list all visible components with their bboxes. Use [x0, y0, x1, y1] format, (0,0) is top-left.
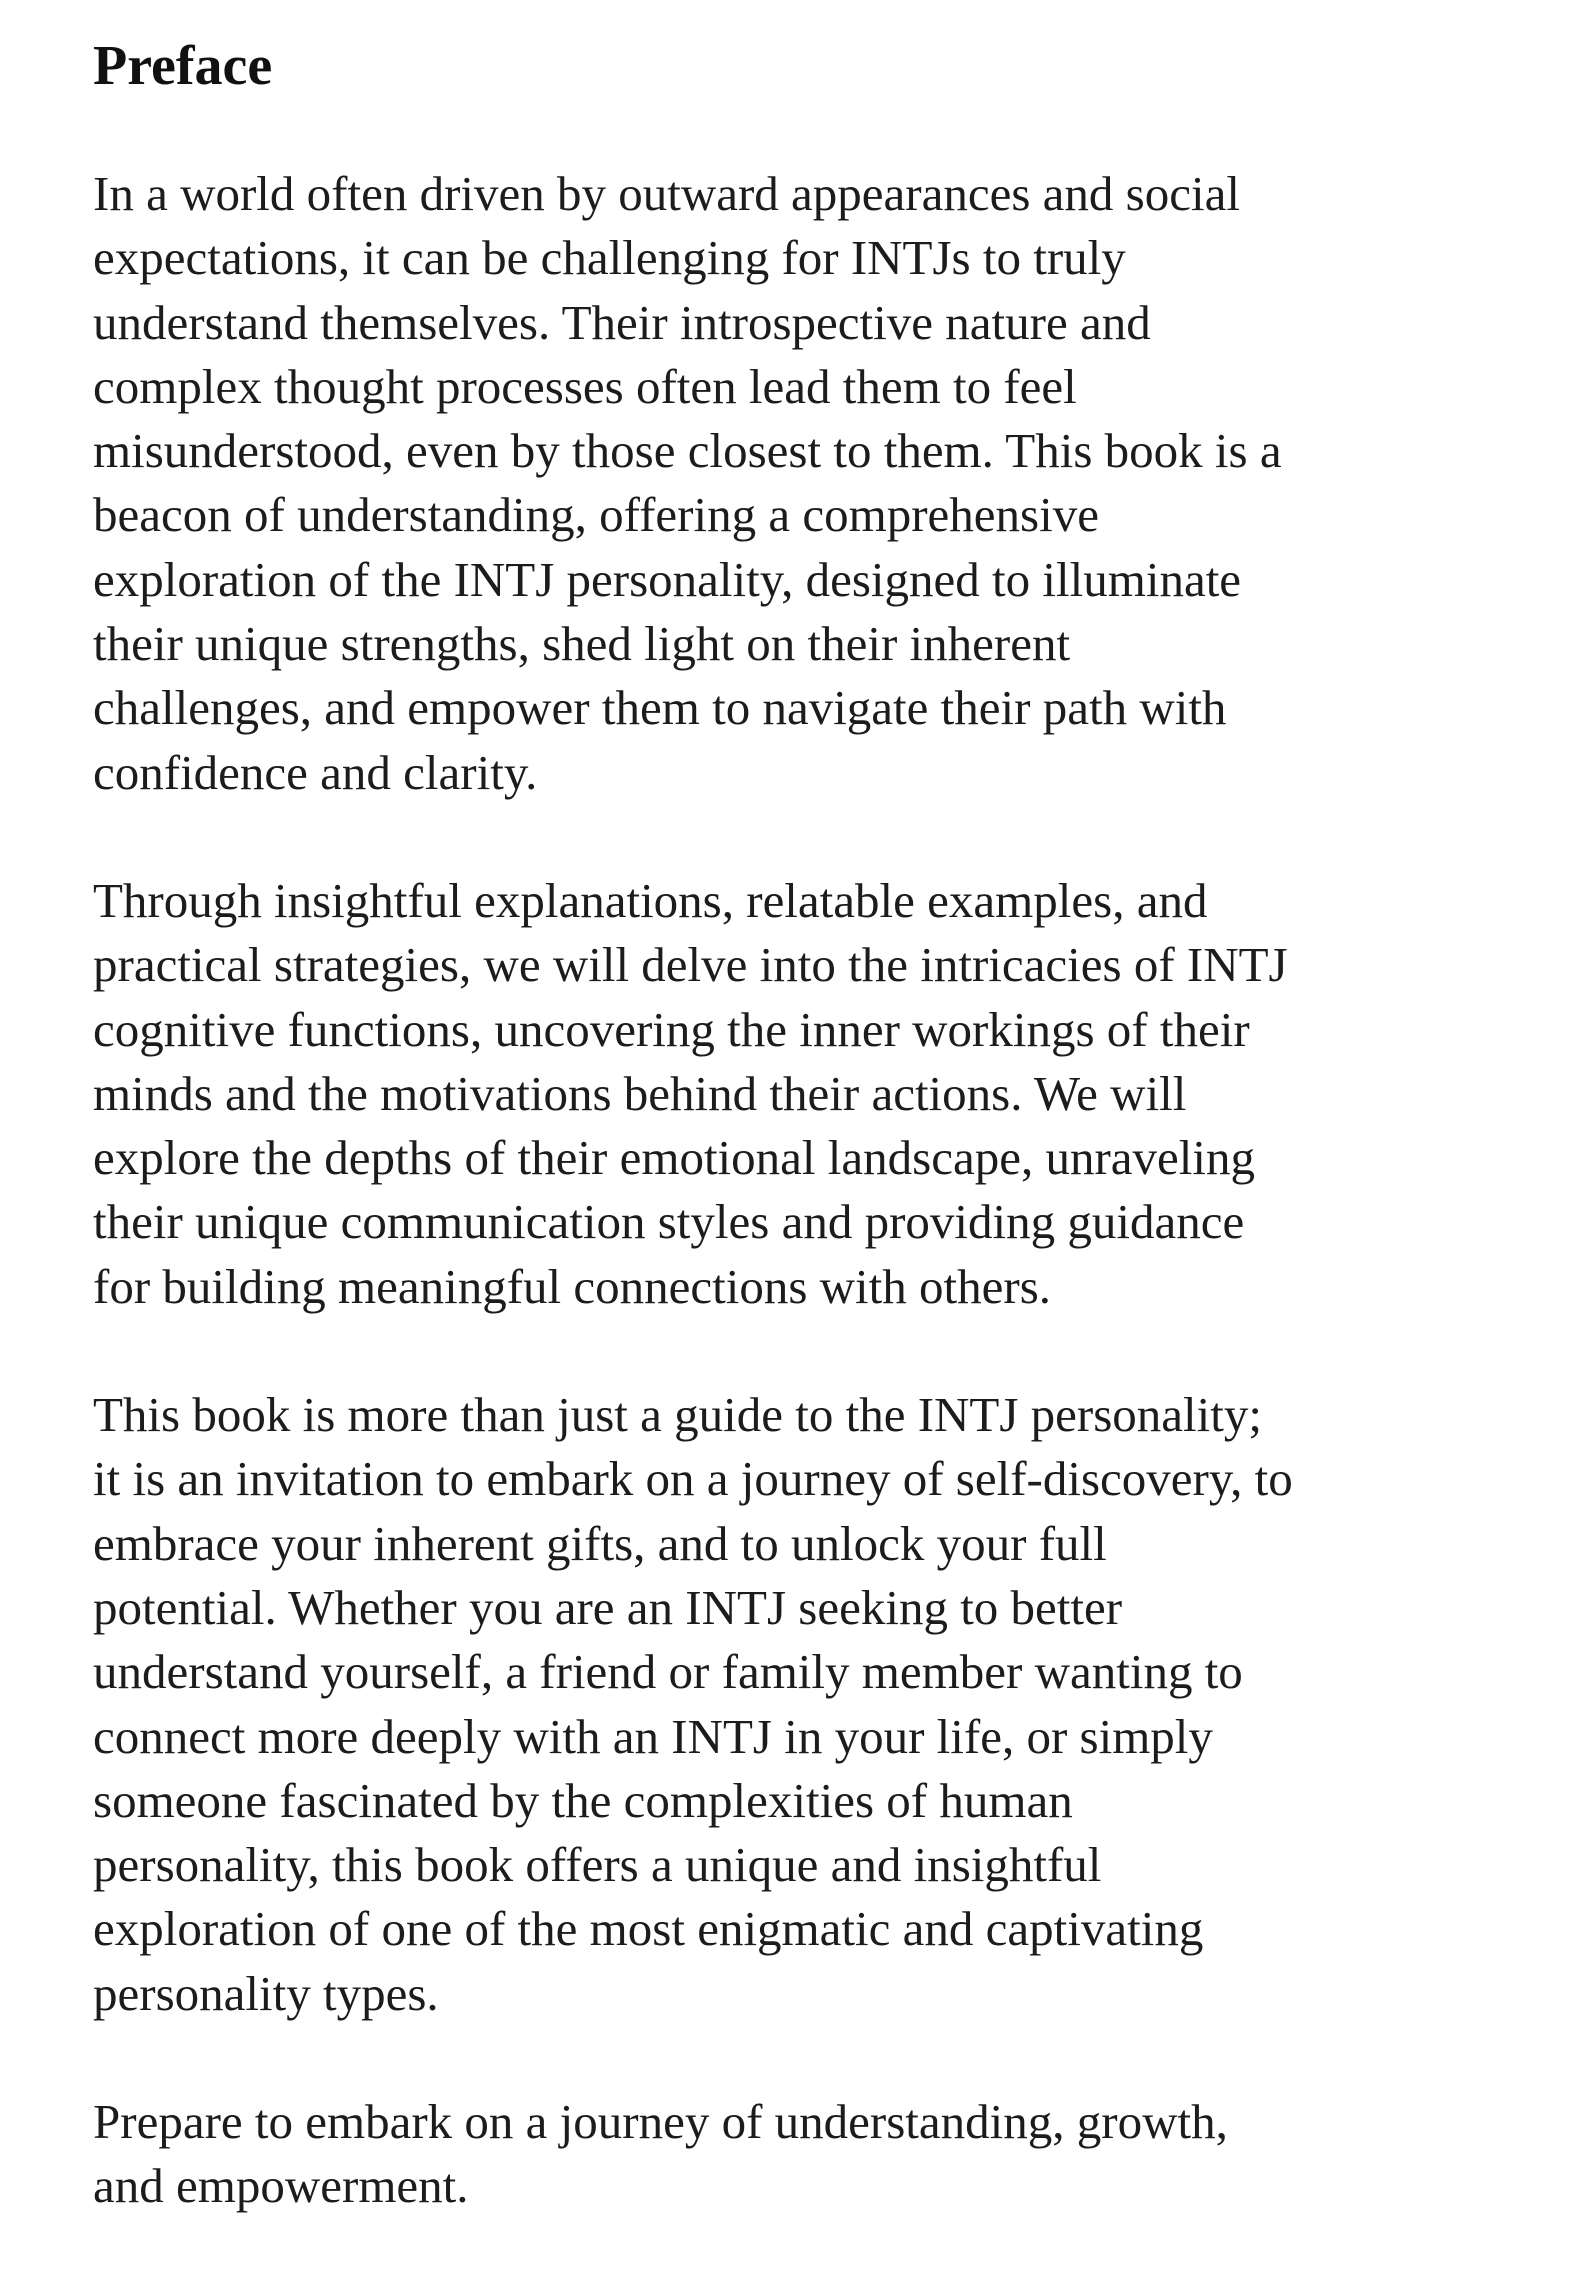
text-line: practical strategies, we will delve into the intricacies of INTJ	[93, 937, 1288, 993]
text-line: personality, this book offers a unique and insightful	[93, 1837, 1102, 1893]
text-line: complex thought processes often lead them to feel	[93, 358, 1077, 414]
text-line: This book is more than just a guide to the INTJ personality;	[93, 1387, 1263, 1443]
text-line: potential. Whether you are an INTJ seeking to better	[93, 1579, 1123, 1635]
text-line: someone fascinated by the complexities of human	[93, 1772, 1073, 1828]
text-line: cognitive functions, uncovering the inner workings of their	[93, 1001, 1250, 1057]
paragraph-1	[93, 162, 1533, 805]
text-line: challenges, and empower them to navigate their path with	[93, 680, 1227, 736]
text-line: for building meaningful connections with others.	[93, 1258, 1052, 1314]
text-line: expectations, it can be challenging for INTJs to truly	[93, 230, 1126, 286]
text-line: connect more deeply with an INTJ in your life, or simply	[93, 1708, 1213, 1764]
text-line: understand yourself, a friend or family member wanting to	[93, 1644, 1243, 1700]
text-line: their unique strengths, shed light on their inherent	[93, 616, 1071, 672]
text-line: exploration of the INTJ personality, designed to illuminate	[93, 551, 1242, 607]
paragraph-4	[93, 2090, 1533, 2219]
text-line: minds and the motivations behind their actions. We will	[93, 1065, 1187, 1121]
text-line: beacon of understanding, offering a comprehensive	[93, 487, 1099, 543]
text-line: their unique communication styles and providing guidance	[93, 1194, 1245, 1250]
paragraph-3	[93, 1383, 1533, 2026]
text-line: exploration of one of the most enigmatic and captivating	[93, 1901, 1204, 1957]
text-line: confidence and clarity.	[93, 744, 538, 800]
text-line: Through insightful explanations, relatable examples, and	[93, 872, 1208, 928]
text-line: Prepare to embark on a journey of understanding, growth,	[93, 2094, 1228, 2150]
text-line: misunderstood, even by those closest to them. This book is a	[93, 423, 1282, 479]
text-line: understand themselves. Their introspective nature and	[93, 294, 1151, 350]
document-page	[93, 30, 1533, 2283]
text-line: explore the depths of their emotional landscape, unraveling	[93, 1130, 1256, 1186]
text-line: personality types.	[93, 1965, 439, 2021]
paragraph-2	[93, 869, 1533, 1319]
text-line: embrace your inherent gifts, and to unlock your full	[93, 1515, 1107, 1571]
text-line: it is an invitation to embark on a journey of self-discovery, to	[93, 1451, 1293, 1507]
text-line: In a world often driven by outward appearances and social	[93, 166, 1240, 221]
page-title: Preface	[93, 35, 273, 97]
text-line: and empowerment.	[93, 2158, 469, 2214]
